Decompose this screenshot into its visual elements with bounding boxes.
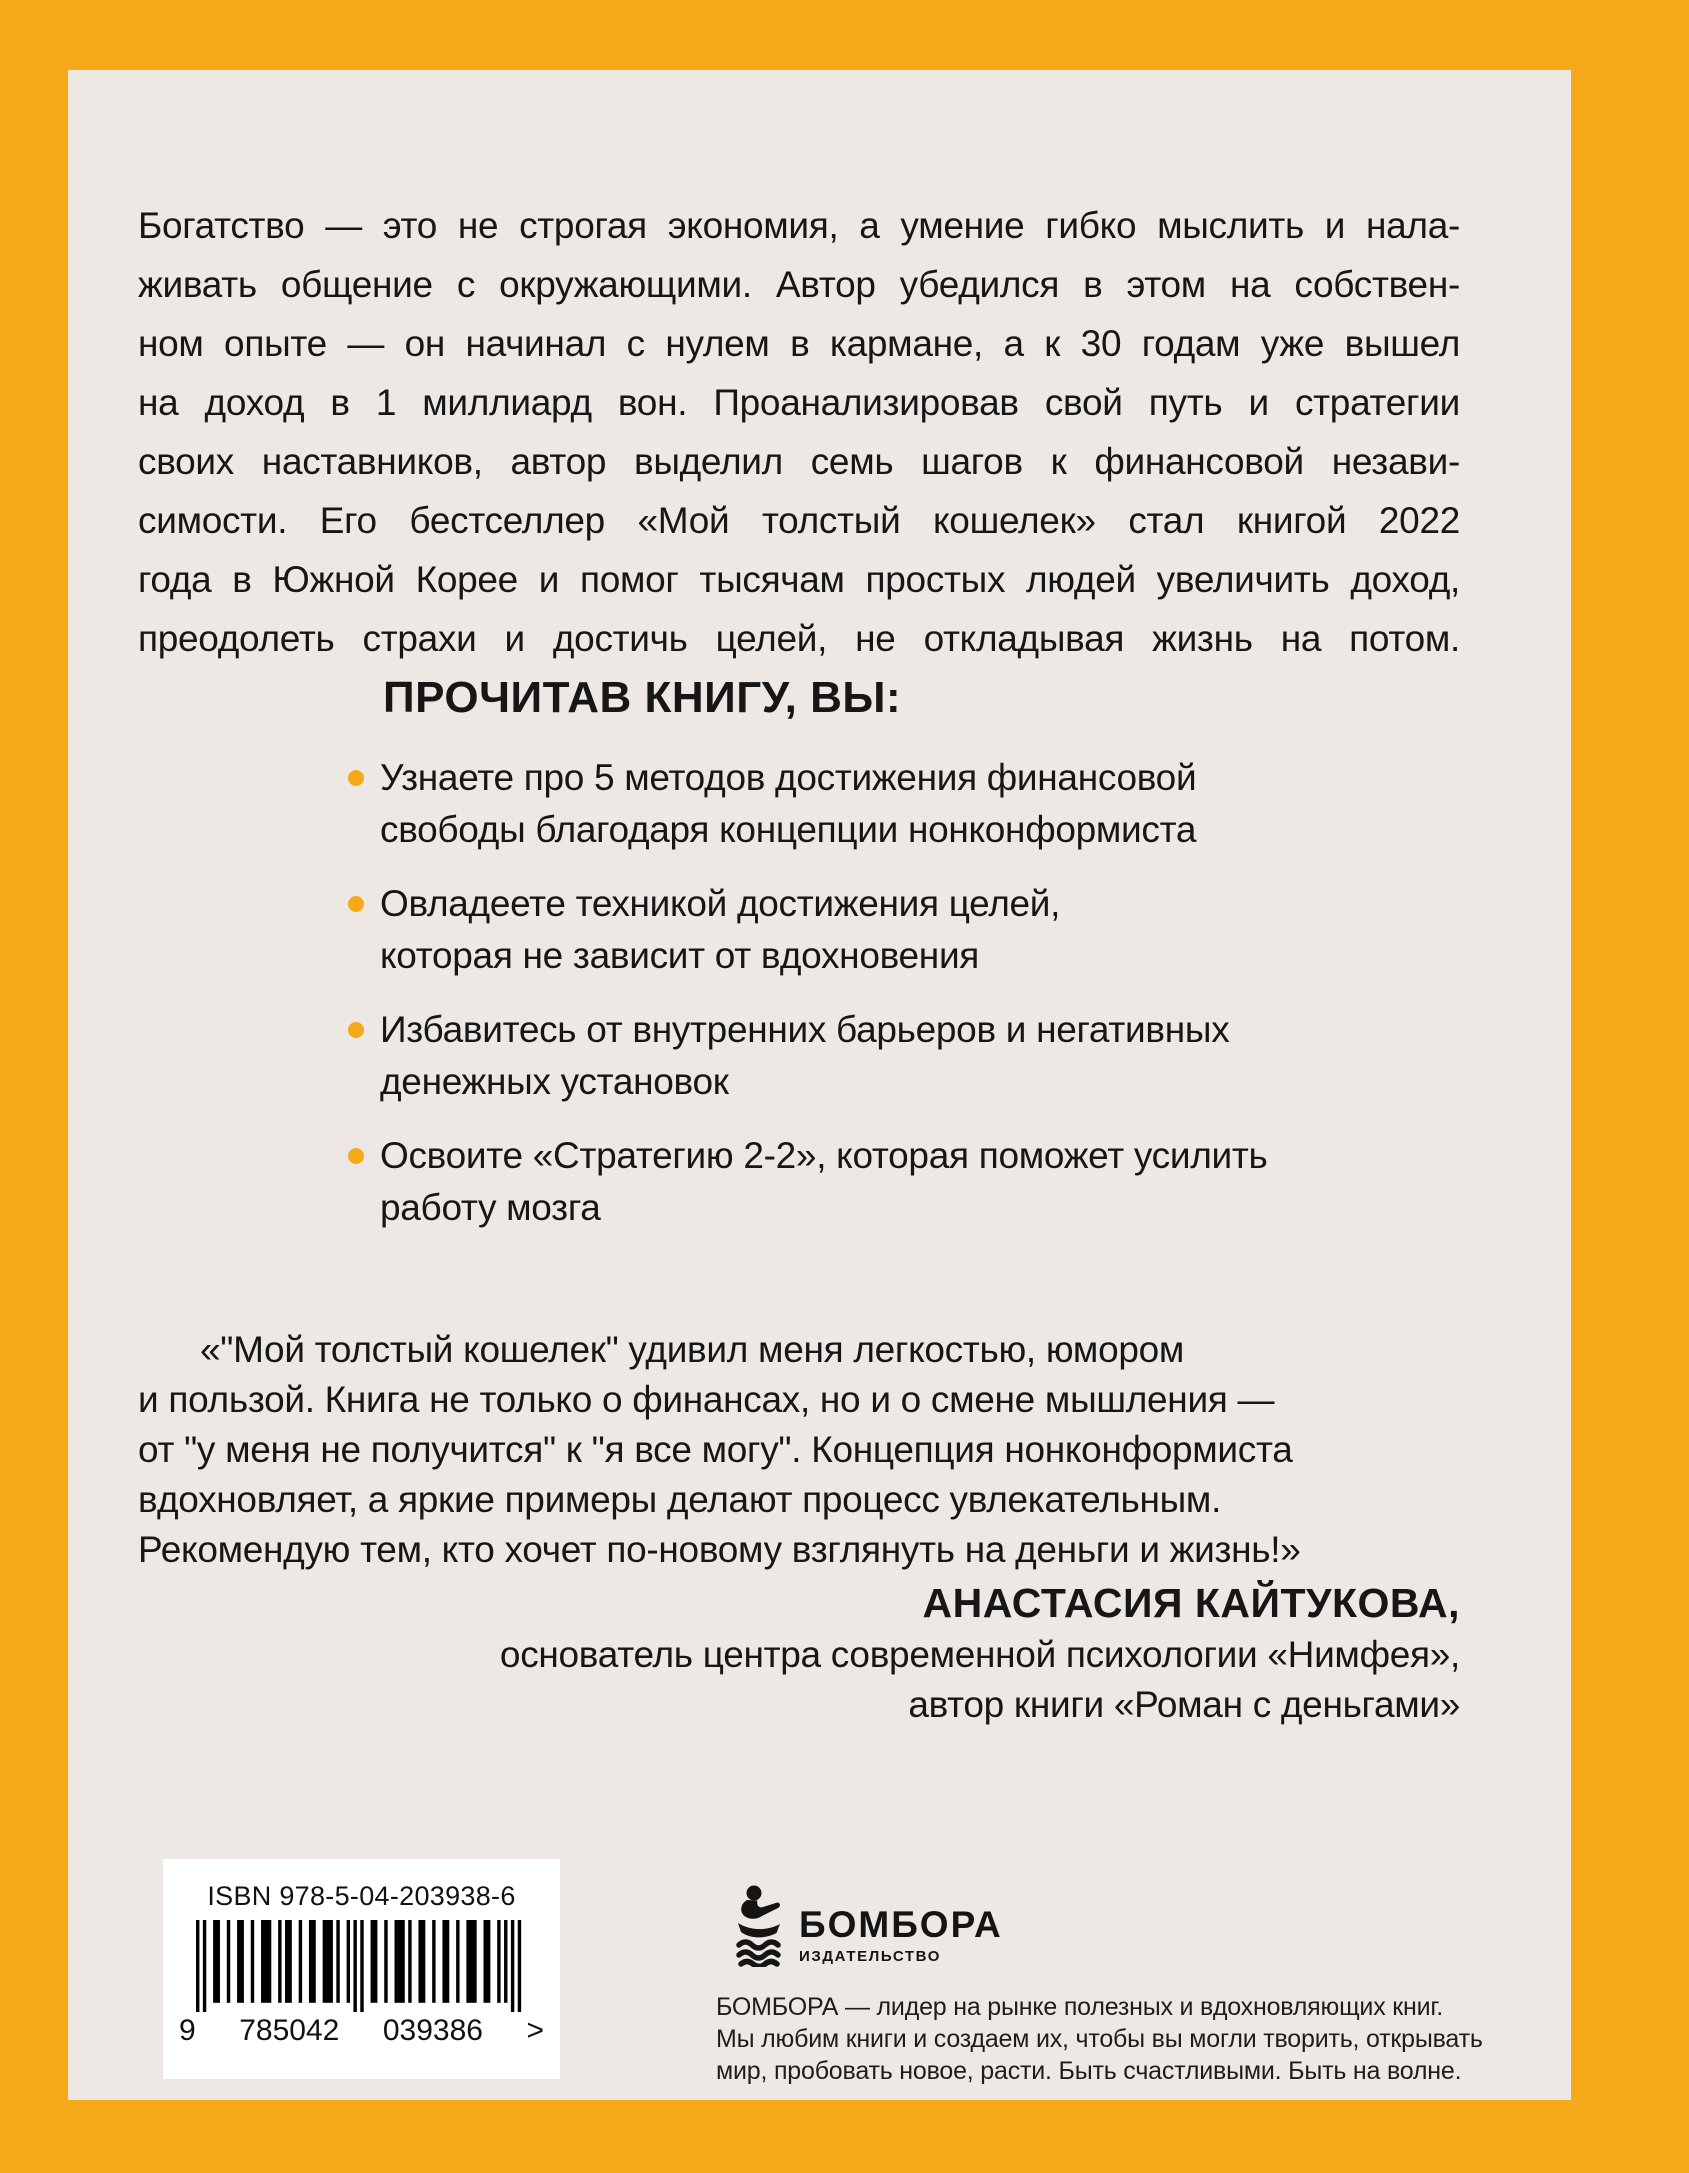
annotation-paragraph bbox=[138, 196, 1460, 668]
section-heading: ПРОЧИТАВ КНИГУ, ВЫ: bbox=[383, 673, 902, 722]
annotation-line: на доход в 1 миллиард вон. Проанализировав свой путь и стратегии bbox=[138, 382, 1460, 423]
barcode-digits bbox=[163, 2014, 560, 2048]
bullet-dot-icon bbox=[348, 1148, 364, 1164]
publisher-name: БОМБОРА bbox=[799, 1904, 1003, 1945]
publisher-block bbox=[716, 1883, 1556, 2087]
annotation-line: преодолеть страхи и достичь целей, не откладывая жизнь на потом. bbox=[138, 618, 1460, 659]
barcode-digit-lead: 9 bbox=[179, 2014, 196, 2047]
review-quote bbox=[138, 1325, 1468, 1575]
annotation-line: года в Южной Корее и помог тысячам простых людей увеличить доход, bbox=[138, 559, 1460, 600]
quote-line: и пользой. Книга не только о финансах, но и о смене мышления — bbox=[138, 1379, 1275, 1420]
barcode-digit-group: 039386 bbox=[382, 2014, 483, 2047]
list-item-line: которая не зависит от вдохновения bbox=[380, 935, 980, 976]
list-item-line: работу мозга bbox=[380, 1187, 601, 1228]
list-item-line: Овладеете техникой достижения целей, bbox=[380, 883, 1061, 924]
benefits-list bbox=[348, 752, 1408, 1256]
publisher-tagline: ИЗДАТЕЛЬСТВО bbox=[799, 1948, 941, 1965]
list-item bbox=[348, 878, 1408, 982]
annotation-line: симости. Его бестселлер «Мой толстый кошелек» стал книгой 2022 bbox=[138, 500, 1460, 541]
barcode-arrow: > bbox=[526, 2014, 544, 2047]
publisher-logo bbox=[733, 1883, 1556, 1967]
list-item-line: Избавитесь от внутренних барьеров и негативных bbox=[380, 1009, 1230, 1050]
barcode-bars-icon bbox=[196, 1920, 528, 2012]
publisher-description-line: мир, пробовать новое, расти. Быть счастливыми. Быть на волне. bbox=[716, 2057, 1462, 2085]
bullet-dot-icon bbox=[348, 770, 364, 786]
list-item bbox=[348, 752, 1408, 856]
annotation-line: своих наставников, автор выделил семь шагов к финансовой незави- bbox=[138, 441, 1460, 482]
publisher-description-line: БОМБОРА — лидер на рынке полезных и вдохновляющих книг. bbox=[716, 1993, 1443, 2021]
back-cover-panel bbox=[68, 70, 1571, 2100]
reviewer-attribution bbox=[138, 1576, 1460, 1730]
publisher-description-line: Мы любим книги и создаем их, чтобы вы могли творить, открывать bbox=[716, 2025, 1483, 2053]
isbn-label: ISBN 978-5-04-203938-6 bbox=[207, 1881, 516, 1911]
list-item-line: свободы благодаря концепции нонконформиста bbox=[380, 809, 1197, 850]
reviewer-role-line: основатель центра современной психологии «Нимфея», bbox=[499, 1634, 1460, 1675]
publisher-description bbox=[716, 1991, 1556, 2087]
publisher-logo-text bbox=[799, 1904, 1003, 1967]
barcode-box bbox=[163, 1859, 560, 2079]
annotation-line: живать общение с окружающими. Автор убедился в этом на собствен- bbox=[138, 264, 1460, 305]
quote-line: «"Мой толстый кошелек" удивил меня легкостью, юмором bbox=[200, 1329, 1185, 1370]
list-item-line: Узнаете про 5 методов достижения финансовой bbox=[380, 757, 1197, 798]
list-item-line: денежных установок bbox=[380, 1061, 729, 1102]
annotation-line: Богатство — это не строгая экономия, а умение гибко мыслить и нала- bbox=[138, 205, 1460, 246]
barcode-digit-group: 785042 bbox=[239, 2014, 340, 2047]
quote-line: от "у меня не получится" к "я все могу". Концепция нонконформиста bbox=[138, 1429, 1293, 1470]
reviewer-role-line: автор книги «Роман с деньгами» bbox=[908, 1684, 1460, 1725]
reviewer-name: АНАСТАСИЯ КАЙТУКОВА, bbox=[922, 1580, 1460, 1626]
list-item-line: Освоите «Стратегию 2-2», которая поможет усилить bbox=[380, 1135, 1268, 1176]
list-item bbox=[348, 1004, 1408, 1108]
annotation-line: ном опыте — он начинал с нулем в кармане, а к 30 годам уже вышел bbox=[138, 323, 1460, 364]
quote-line: вдохновляет, а яркие примеры делают процесс увлекательным. bbox=[138, 1479, 1222, 1520]
bullet-dot-icon bbox=[348, 1022, 364, 1038]
list-item bbox=[348, 1130, 1408, 1234]
quote-line: Рекомендую тем, кто хочет по-новому взглянуть на деньги и жизнь!» bbox=[138, 1529, 1301, 1570]
surfer-on-waves-icon bbox=[733, 1885, 785, 1967]
bullet-dot-icon bbox=[348, 896, 364, 912]
